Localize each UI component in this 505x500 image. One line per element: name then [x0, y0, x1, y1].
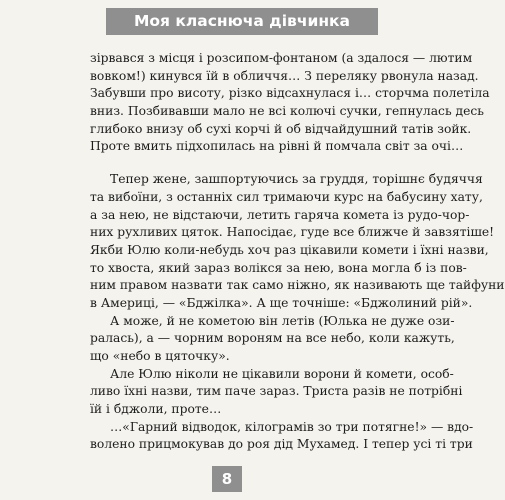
page-header: Моя класнюча дівчинка [106, 8, 378, 35]
text-line: волено прицмокував до роя дід Мухамед. І тепер усі ті три [90, 437, 473, 452]
text-line: ливо їхні назви, тим паче зараз. Триста разів не потрібні [90, 384, 463, 399]
text-line: А може, й не кометою він летів (Юлька не дуже ози- [110, 313, 455, 328]
text-line: що «небо в цяточку». [90, 349, 230, 363]
text-line: Забувши про висоту, різко відсахнулася і… сторчма полетіла [90, 86, 490, 101]
page-number: 8 [212, 466, 242, 492]
text-line: вниз. Позбивавши мало не всі колючі сучки, гепнулась десь [90, 104, 484, 119]
text-line: а за нею, не відстаючи, летить гаряча комета із рудо-чор- [90, 207, 470, 222]
text-line: Проте вмить підхопилась на рівні й помчала світ за очі… [90, 139, 464, 154]
text-line: то хвоста, який зараз волікся за нею, вона могла б із пов- [90, 260, 467, 275]
text-line: Тепер жене, зашпортуючись за груддя, торішнє будяччя [110, 172, 483, 187]
text-line: Якби Юлю коли-небудь хоч раз цікавили комети і їхні назви, [90, 242, 489, 257]
text-line: …«Гарний відводок, кілограмів зо три потягне!» — вдо- [110, 419, 474, 434]
text-line: них рухливих цяток. Напосідає, гуде все ближче й завзятіше! [90, 225, 495, 240]
text-line: вовком!) кинувся їй в обличчя… З переляку рвонула назад. [90, 68, 479, 83]
text-line: в Америці, — «Бджілка». А ще точніше: «Бджолиний рій». [90, 295, 473, 310]
text-line: зірвався з місця і розсипом-фонтаном (а здалося — лютим [90, 51, 473, 65]
text-line: їй і бджоли, проте… [90, 402, 222, 417]
section-gap [90, 156, 442, 171]
text-line: Але Юлю ніколи не цікавили ворони й комети, особ- [110, 366, 454, 381]
text-line: глибоко внизу об сухі корчі й об відчайдушний татів зойк. [90, 121, 472, 136]
text-line: ним правом назвати так само ніжно, як називають ще тайфуни [90, 278, 505, 293]
text-line: ралась), а — чорним вороням на все небо, коли кажуть, [90, 331, 455, 346]
body-text [90, 50, 505, 454]
text-line: та вибоїни, з останніх сил тримаючи курс на бабусину хату, [90, 189, 483, 204]
